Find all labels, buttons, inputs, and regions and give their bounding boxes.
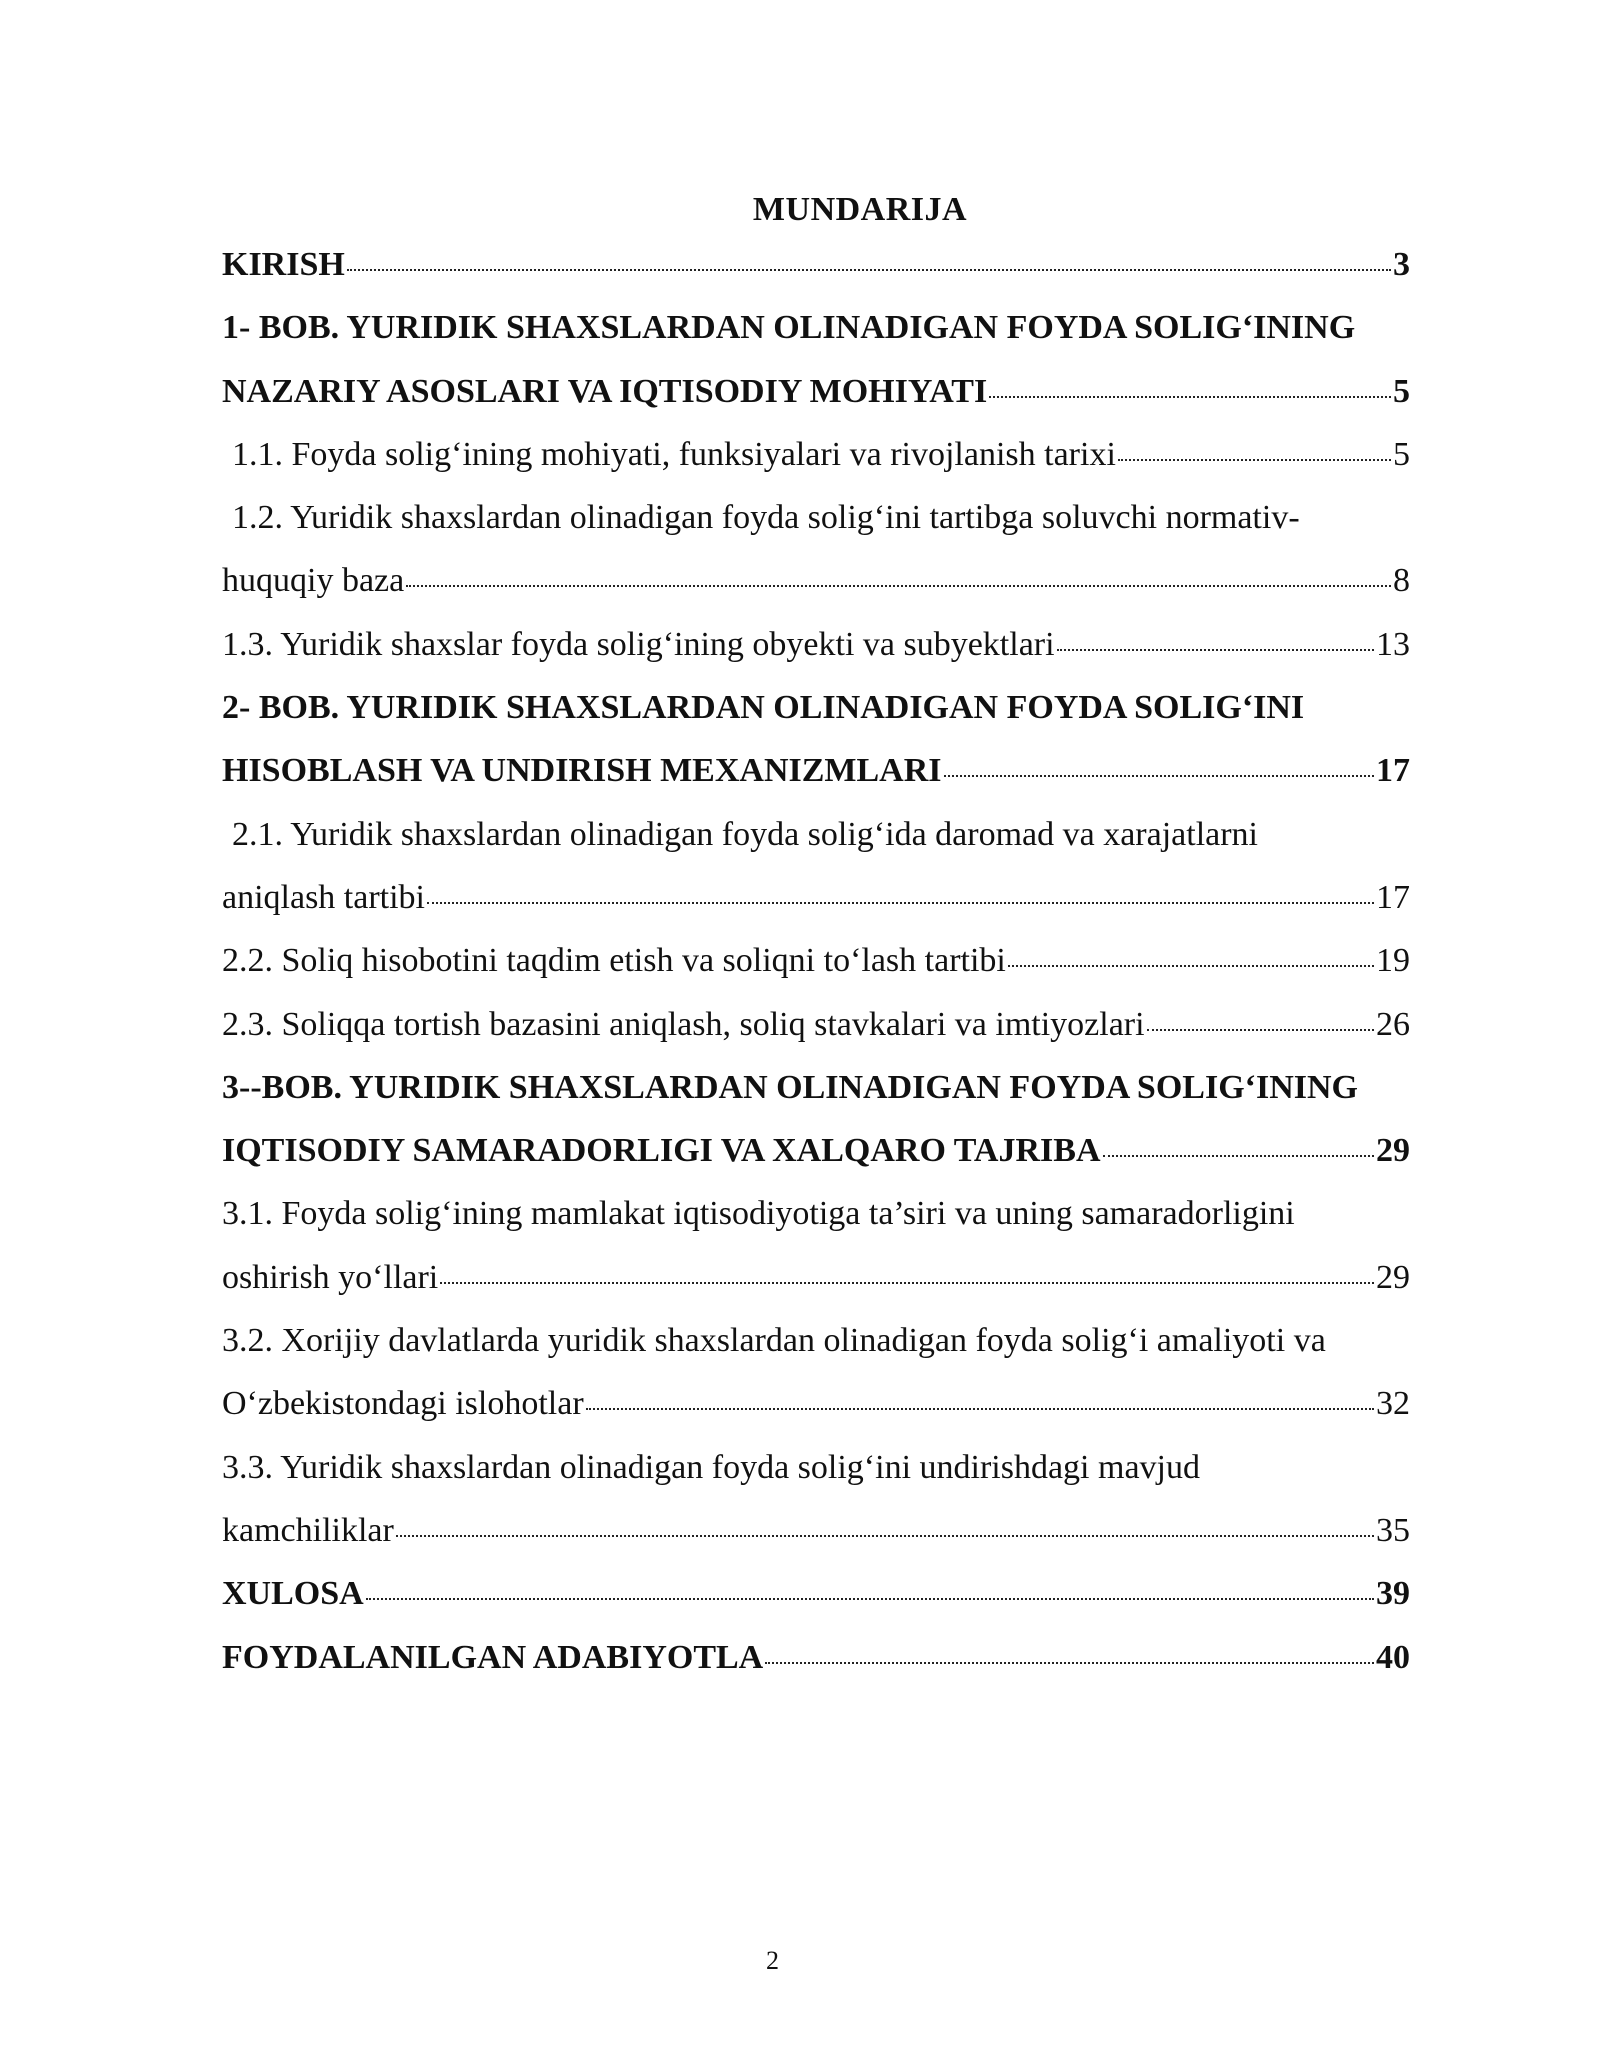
toc-entry-line: 1- BOB. YURIDIK SHAXSLARDAN OLINADIGAN FOYDA SOLIG‘INING [222, 309, 1356, 347]
toc-page-number: 5 [1393, 372, 1410, 410]
toc-entry-line: 3.1. Foyda solig‘ining mamlakat iqtisodiyotiga ta’siri va uning samaradorligini [222, 1195, 1295, 1233]
dot-leader [1008, 965, 1374, 967]
toc-entry-line: 2- BOB. YURIDIK SHAXSLARDAN OLINADIGAN FOYDA SOLIG‘INI [222, 689, 1305, 727]
toc-entry[interactable] [222, 803, 1410, 930]
toc-entry[interactable] [222, 233, 1410, 296]
dot-leader [1147, 1029, 1374, 1031]
toc-entry-line: 3.3. Yuridik shaxslardan olinadigan foyda solig‘ini undirishdagi mavjud [222, 1448, 1200, 1486]
toc-page-number: 29 [1376, 1132, 1410, 1170]
dot-leader [427, 902, 1374, 904]
toc-entry[interactable] [222, 296, 1410, 423]
toc-page-number: 3 [1393, 246, 1410, 283]
toc-entry[interactable] [222, 993, 1410, 1056]
toc-entry[interactable] [222, 486, 1410, 613]
dot-leader [765, 1662, 1374, 1664]
toc-entry-text: 2.3. Soliqqa tortish bazasini aniqlash, soliq stavkalari va imtiyozlari [222, 1005, 1145, 1043]
dot-leader [1057, 649, 1374, 651]
toc-entry[interactable] [222, 929, 1410, 992]
toc-page-number: 19 [1376, 942, 1410, 980]
toc-entry[interactable] [222, 1562, 1410, 1625]
toc-entry-text: 1.1. Foyda solig‘ining mohiyati, funksiyalari va rivojlanish tarixi [232, 435, 1116, 473]
toc-entry[interactable] [222, 1436, 1410, 1563]
toc-entry-text: IQTISODIY SAMARADORLIGI VA XALQARO TAJRIBA [222, 1132, 1101, 1170]
toc-entry-line: 3--BOB. YURIDIK SHAXSLARDAN OLINADIGAN FOYDA SOLIG‘INING [222, 1068, 1358, 1106]
table-of-contents [222, 233, 1410, 1689]
dot-leader [944, 775, 1374, 777]
toc-page-number: 17 [1376, 878, 1410, 916]
toc-page-number: 8 [1393, 562, 1410, 600]
toc-page-number: 17 [1376, 752, 1410, 790]
toc-entry[interactable] [222, 1309, 1410, 1436]
dot-leader [347, 269, 1391, 271]
toc-entry[interactable] [222, 423, 1410, 486]
dot-leader [586, 1408, 1374, 1410]
toc-page-number: 5 [1393, 435, 1410, 473]
toc-entry-text: 1.3. Yuridik shaxslar foyda solig‘ining obyekti va subyektlari [222, 625, 1055, 663]
toc-entry-text: O‘zbekistondagi islohotlar [222, 1385, 584, 1423]
toc-entry-text: huquqiy baza [222, 562, 405, 600]
toc-entry-line: 3.2. Xorijiy davlatlarda yuridik shaxslardan olinadigan foyda solig‘i amaliyoti va [222, 1322, 1326, 1360]
page-number: 2 [766, 1946, 779, 1975]
toc-entry[interactable] [222, 1056, 1410, 1183]
toc-entry-text: XULOSA [222, 1575, 364, 1613]
toc-page-number: 35 [1376, 1511, 1410, 1549]
toc-entry-text: 2.2. Soliq hisobotini taqdim etish va soliqni to‘lash tartibi [222, 942, 1006, 980]
toc-page-number: 32 [1376, 1385, 1410, 1423]
toc-entry-line: 1.2. Yuridik shaxslardan olinadigan foyda solig‘ini tartibga soluvchi normativ- [232, 499, 1300, 537]
toc-entry-text: HISOBLASH VA UNDIRISH MEXANIZMLARI [222, 752, 942, 790]
toc-entry-text: kamchiliklar [222, 1511, 394, 1549]
toc-entry[interactable] [222, 676, 1410, 803]
toc-page-number: 13 [1376, 625, 1410, 663]
toc-page-number: 29 [1376, 1258, 1410, 1296]
toc-entry-line: 2.1. Yuridik shaxslardan olinadigan foyda solig‘ida daromad va xarajatlarni [232, 815, 1258, 853]
dot-leader [406, 585, 1391, 587]
toc-page-number: 39 [1376, 1575, 1410, 1613]
dot-leader [1118, 459, 1391, 461]
toc-entry[interactable] [222, 1182, 1410, 1309]
dot-leader [440, 1282, 1374, 1284]
toc-entry-text: NAZARIY ASOSLARI VA IQTISODIY MOHIYATI [222, 372, 988, 410]
toc-entry-text: KIRISH [222, 246, 345, 283]
dot-leader [366, 1598, 1374, 1600]
toc-entry-text: oshirish yo‘llari [222, 1258, 439, 1296]
toc-page-number: 26 [1376, 1005, 1410, 1043]
toc-title: MUNDARIJA [752, 191, 968, 228]
toc-entry-text: aniqlash tartibi [222, 878, 426, 916]
dot-leader [1103, 1155, 1374, 1157]
toc-page-number: 40 [1376, 1638, 1410, 1676]
dot-leader [396, 1535, 1374, 1537]
toc-entry[interactable] [222, 613, 1410, 676]
toc-entry[interactable] [222, 1626, 1410, 1689]
toc-entry-text: FOYDALANILGAN ADABIYOTLA [222, 1638, 764, 1676]
dot-leader [989, 396, 1391, 398]
